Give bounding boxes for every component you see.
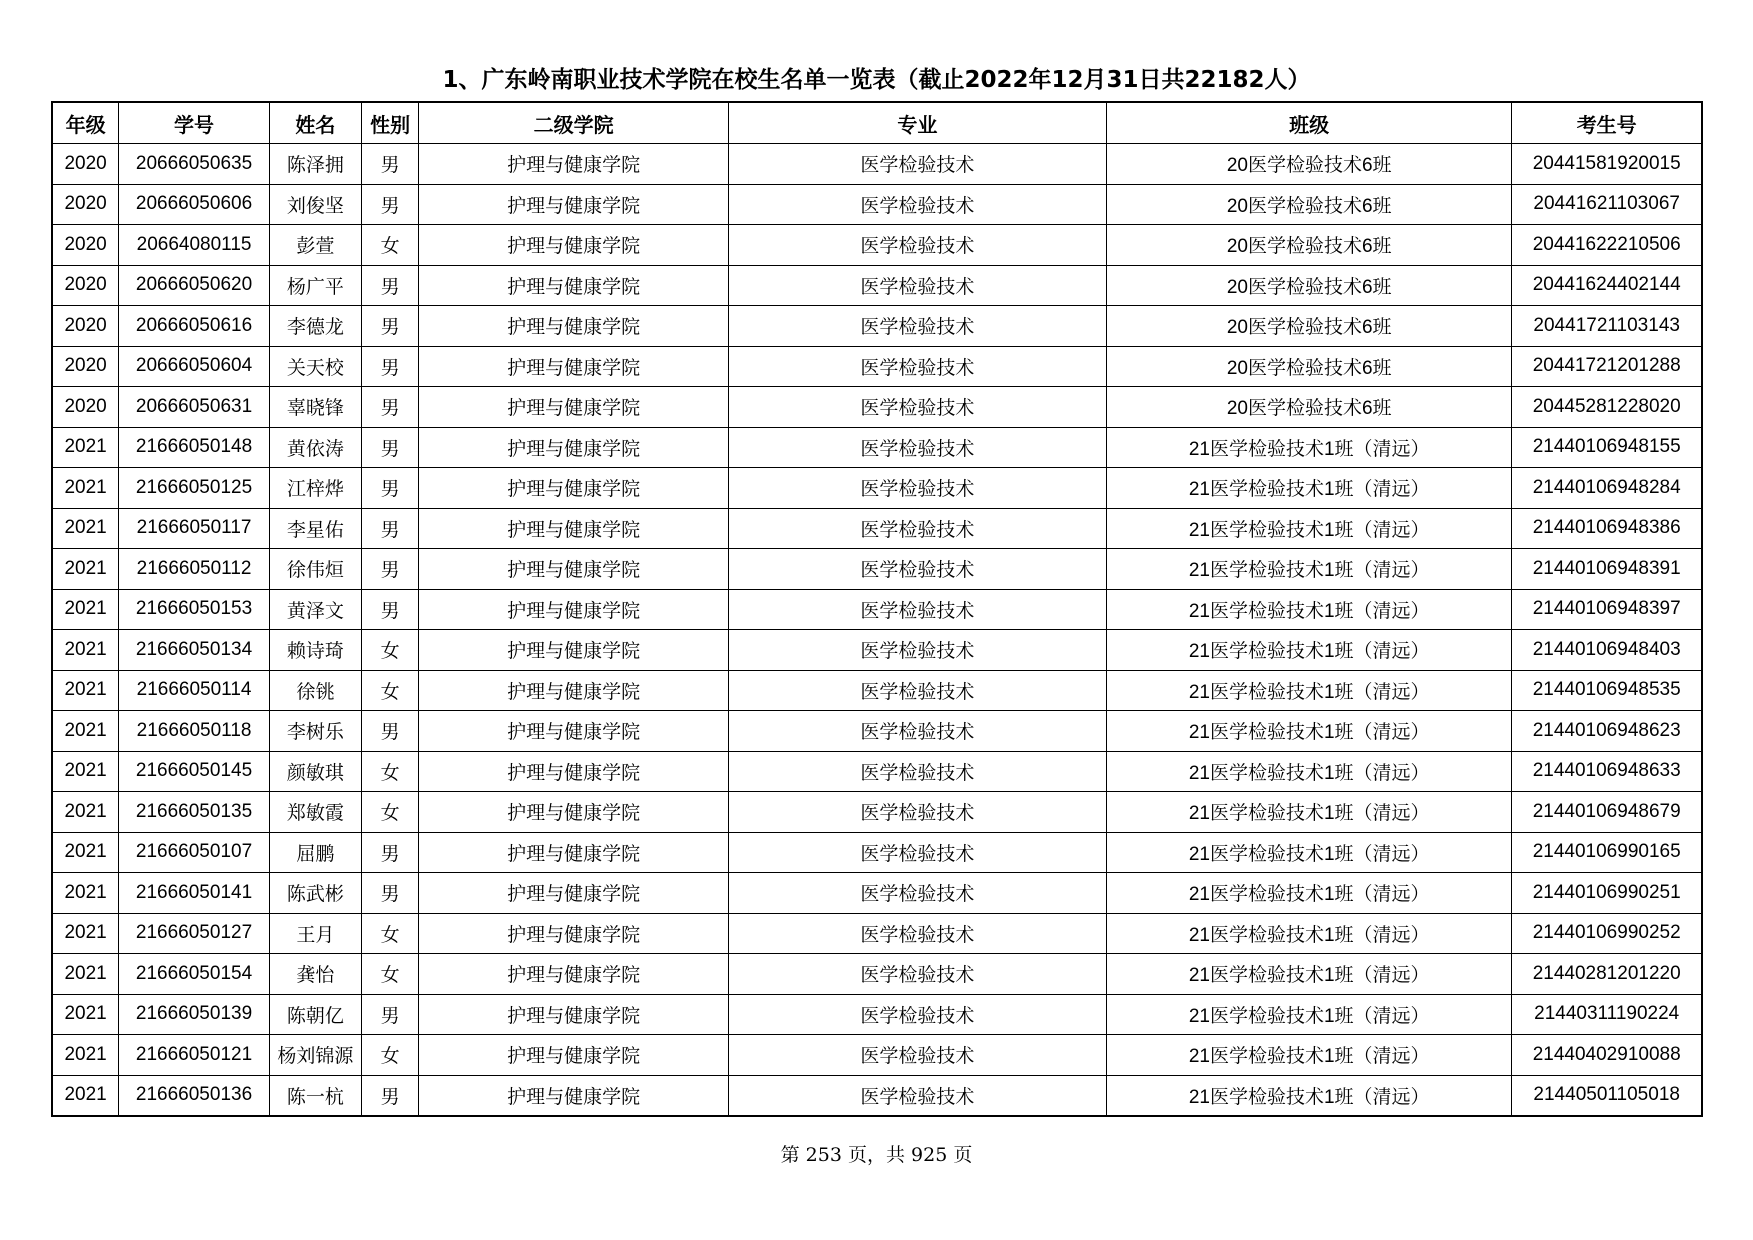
cell-name: 杨刘锦源	[269, 1035, 361, 1076]
cell-grade: 2021	[52, 549, 119, 590]
cell-exam-number: 21440106990252	[1512, 913, 1702, 954]
cell-student-id: 20666050604	[119, 346, 270, 387]
cell-class: 21医学检验技术1班（清远）	[1106, 873, 1511, 914]
cell-college: 护理与健康学院	[419, 954, 728, 995]
cell-major: 医学检验技术	[728, 265, 1106, 306]
page-footer: 第 253 页，共 925 页	[780, 1144, 973, 1166]
cell-major: 医学检验技术	[728, 751, 1106, 792]
cell-student-id: 21666050154	[119, 954, 270, 995]
cell-gender: 男	[361, 427, 419, 468]
cell-gender: 女	[361, 1035, 419, 1076]
cell-exam-number: 20445281228020	[1512, 387, 1702, 428]
cell-major: 医学检验技术	[728, 832, 1106, 873]
cell-major: 医学检验技术	[728, 306, 1106, 347]
cell-grade: 2020	[52, 184, 119, 225]
cell-class: 21医学检验技术1班（清远）	[1106, 913, 1511, 954]
cell-gender: 男	[361, 1075, 419, 1116]
cell-name: 颜敏琪	[269, 751, 361, 792]
cell-student-id: 21666050118	[119, 711, 270, 752]
cell-student-id: 21666050117	[119, 508, 270, 549]
cell-class: 20医学检验技术6班	[1106, 144, 1511, 185]
cell-college: 护理与健康学院	[419, 630, 728, 671]
cell-class: 20医学检验技术6班	[1106, 346, 1511, 387]
table-row	[52, 265, 1702, 306]
cell-college: 护理与健康学院	[419, 144, 728, 185]
cell-exam-number: 20441621103067	[1512, 184, 1702, 225]
cell-student-id: 21666050148	[119, 427, 270, 468]
table-row	[52, 630, 1702, 671]
cell-grade: 2021	[52, 954, 119, 995]
table-row	[52, 711, 1702, 752]
table-header-row	[52, 102, 1702, 144]
cell-name: 郑敏霞	[269, 792, 361, 833]
cell-major: 医学检验技术	[728, 387, 1106, 428]
cell-college: 护理与健康学院	[419, 225, 728, 266]
table-body	[52, 144, 1702, 1117]
cell-gender: 女	[361, 913, 419, 954]
cell-exam-number: 21440106948633	[1512, 751, 1702, 792]
cell-major: 医学检验技术	[728, 792, 1106, 833]
cell-gender: 男	[361, 832, 419, 873]
cell-grade: 2020	[52, 387, 119, 428]
cell-gender: 男	[361, 184, 419, 225]
cell-major: 医学检验技术	[728, 549, 1106, 590]
cell-college: 护理与健康学院	[419, 346, 728, 387]
cell-student-id: 20666050616	[119, 306, 270, 347]
cell-student-id: 21666050125	[119, 468, 270, 509]
cell-exam-number: 21440106948391	[1512, 549, 1702, 590]
table-row	[52, 913, 1702, 954]
cell-major: 医学检验技术	[728, 589, 1106, 630]
cell-exam-number: 21440281201220	[1512, 954, 1702, 995]
column-header-college: 二级学院	[419, 102, 728, 144]
cell-name: 辜晓锋	[269, 387, 361, 428]
cell-student-id: 21666050112	[119, 549, 270, 590]
cell-exam-number: 21440106990251	[1512, 873, 1702, 914]
table-row	[52, 1035, 1702, 1076]
cell-class: 21医学检验技术1班（清远）	[1106, 508, 1511, 549]
cell-major: 医学检验技术	[728, 184, 1106, 225]
table-row	[52, 427, 1702, 468]
cell-college: 护理与健康学院	[419, 589, 728, 630]
table-row	[52, 873, 1702, 914]
cell-exam-number: 21440106948284	[1512, 468, 1702, 509]
cell-major: 医学检验技术	[728, 427, 1106, 468]
cell-college: 护理与健康学院	[419, 994, 728, 1035]
cell-gender: 男	[361, 306, 419, 347]
cell-grade: 2021	[52, 427, 119, 468]
cell-college: 护理与健康学院	[419, 913, 728, 954]
cell-college: 护理与健康学院	[419, 751, 728, 792]
cell-grade: 2021	[52, 711, 119, 752]
cell-name: 李德龙	[269, 306, 361, 347]
cell-name: 陈一杭	[269, 1075, 361, 1116]
column-header-student-id: 学号	[119, 102, 270, 144]
column-header-gender: 性别	[361, 102, 419, 144]
cell-gender: 女	[361, 670, 419, 711]
column-header-class: 班级	[1106, 102, 1511, 144]
column-header-grade: 年级	[52, 102, 119, 144]
cell-name: 陈朝亿	[269, 994, 361, 1035]
cell-college: 护理与健康学院	[419, 468, 728, 509]
cell-college: 护理与健康学院	[419, 711, 728, 752]
cell-college: 护理与健康学院	[419, 792, 728, 833]
cell-college: 护理与健康学院	[419, 508, 728, 549]
table-row	[52, 751, 1702, 792]
cell-major: 医学检验技术	[728, 630, 1106, 671]
cell-grade: 2020	[52, 306, 119, 347]
cell-class: 21医学检验技术1班（清远）	[1106, 711, 1511, 752]
cell-student-id: 21666050107	[119, 832, 270, 873]
cell-college: 护理与健康学院	[419, 427, 728, 468]
cell-gender: 女	[361, 630, 419, 671]
cell-gender: 男	[361, 508, 419, 549]
table-row	[52, 589, 1702, 630]
cell-class: 21医学检验技术1班（清远）	[1106, 954, 1511, 995]
table-row	[52, 994, 1702, 1035]
cell-exam-number: 20441624402144	[1512, 265, 1702, 306]
cell-major: 医学检验技术	[728, 1075, 1106, 1116]
cell-exam-number: 21440106948155	[1512, 427, 1702, 468]
cell-gender: 男	[361, 711, 419, 752]
cell-name: 黄泽文	[269, 589, 361, 630]
cell-major: 医学检验技术	[728, 994, 1106, 1035]
cell-grade: 2020	[52, 265, 119, 306]
cell-major: 医学检验技术	[728, 346, 1106, 387]
cell-gender: 男	[361, 468, 419, 509]
cell-class: 21医学检验技术1班（清远）	[1106, 427, 1511, 468]
cell-college: 护理与健康学院	[419, 1035, 728, 1076]
cell-college: 护理与健康学院	[419, 1075, 728, 1116]
cell-gender: 男	[361, 265, 419, 306]
cell-name: 屈鹏	[269, 832, 361, 873]
cell-exam-number: 21440106948386	[1512, 508, 1702, 549]
cell-major: 医学检验技术	[728, 670, 1106, 711]
cell-grade: 2020	[52, 225, 119, 266]
cell-college: 护理与健康学院	[419, 184, 728, 225]
cell-major: 医学检验技术	[728, 508, 1106, 549]
table-row	[52, 387, 1702, 428]
cell-class: 21医学检验技术1班（清远）	[1106, 670, 1511, 711]
cell-grade: 2021	[52, 832, 119, 873]
cell-grade: 2021	[52, 1035, 119, 1076]
cell-exam-number: 21440106948623	[1512, 711, 1702, 752]
cell-gender: 男	[361, 873, 419, 914]
cell-name: 徐伟烜	[269, 549, 361, 590]
cell-name: 刘俊坚	[269, 184, 361, 225]
cell-major: 医学检验技术	[728, 144, 1106, 185]
cell-class: 21医学检验技术1班（清远）	[1106, 1035, 1511, 1076]
table-row	[52, 792, 1702, 833]
cell-class: 20医学检验技术6班	[1106, 184, 1511, 225]
cell-grade: 2021	[52, 508, 119, 549]
table-row	[52, 306, 1702, 347]
cell-exam-number: 21440501105018	[1512, 1075, 1702, 1116]
table-row	[52, 670, 1702, 711]
cell-name: 杨广平	[269, 265, 361, 306]
cell-grade: 2021	[52, 792, 119, 833]
cell-grade: 2020	[52, 144, 119, 185]
cell-name: 陈武彬	[269, 873, 361, 914]
cell-college: 护理与健康学院	[419, 549, 728, 590]
cell-student-id: 21666050145	[119, 751, 270, 792]
column-header-name: 姓名	[269, 102, 361, 144]
cell-grade: 2021	[52, 751, 119, 792]
cell-grade: 2020	[52, 346, 119, 387]
cell-major: 医学检验技术	[728, 225, 1106, 266]
cell-exam-number: 21440106990165	[1512, 832, 1702, 873]
cell-major: 医学检验技术	[728, 468, 1106, 509]
cell-college: 护理与健康学院	[419, 306, 728, 347]
student-roster-table	[51, 101, 1703, 1117]
cell-student-id: 21666050114	[119, 670, 270, 711]
table-row	[52, 346, 1702, 387]
cell-exam-number: 21440106948679	[1512, 792, 1702, 833]
page-title: 1、广东岭南职业技术学院在校生名单一览表（截止2022年12月31日共22182人）	[442, 67, 1311, 93]
cell-major: 医学检验技术	[728, 711, 1106, 752]
cell-name: 龚怡	[269, 954, 361, 995]
cell-student-id: 20666050620	[119, 265, 270, 306]
cell-grade: 2021	[52, 670, 119, 711]
table-row	[52, 549, 1702, 590]
cell-student-id: 20666050631	[119, 387, 270, 428]
cell-gender: 女	[361, 225, 419, 266]
cell-class: 21医学检验技术1班（清远）	[1106, 994, 1511, 1035]
cell-exam-number: 21440402910088	[1512, 1035, 1702, 1076]
cell-name: 王月	[269, 913, 361, 954]
cell-exam-number: 20441622210506	[1512, 225, 1702, 266]
cell-exam-number: 20441721103143	[1512, 306, 1702, 347]
cell-grade: 2021	[52, 468, 119, 509]
cell-student-id: 20664080115	[119, 225, 270, 266]
cell-gender: 男	[361, 387, 419, 428]
cell-class: 20医学检验技术6班	[1106, 306, 1511, 347]
cell-student-id: 21666050127	[119, 913, 270, 954]
cell-class: 21医学检验技术1班（清远）	[1106, 1075, 1511, 1116]
cell-name: 关天校	[269, 346, 361, 387]
cell-gender: 男	[361, 144, 419, 185]
cell-major: 医学检验技术	[728, 1035, 1106, 1076]
column-header-major: 专业	[728, 102, 1106, 144]
cell-gender: 男	[361, 346, 419, 387]
cell-class: 20医学检验技术6班	[1106, 225, 1511, 266]
cell-college: 护理与健康学院	[419, 832, 728, 873]
cell-college: 护理与健康学院	[419, 265, 728, 306]
cell-college: 护理与健康学院	[419, 670, 728, 711]
cell-class: 21医学检验技术1班（清远）	[1106, 832, 1511, 873]
cell-exam-number: 21440311190224	[1512, 994, 1702, 1035]
cell-grade: 2021	[52, 913, 119, 954]
table-row	[52, 144, 1702, 185]
cell-name: 黄依涛	[269, 427, 361, 468]
cell-major: 医学检验技术	[728, 954, 1106, 995]
cell-grade: 2021	[52, 630, 119, 671]
cell-student-id: 20666050635	[119, 144, 270, 185]
cell-class: 21医学检验技术1班（清远）	[1106, 549, 1511, 590]
cell-name: 李树乐	[269, 711, 361, 752]
cell-grade: 2021	[52, 589, 119, 630]
cell-class: 21医学检验技术1班（清远）	[1106, 751, 1511, 792]
table-row	[52, 954, 1702, 995]
cell-exam-number: 21440106948403	[1512, 630, 1702, 671]
cell-grade: 2021	[52, 994, 119, 1035]
cell-name: 陈泽拥	[269, 144, 361, 185]
cell-class: 21医学检验技术1班（清远）	[1106, 792, 1511, 833]
cell-gender: 男	[361, 994, 419, 1035]
cell-name: 李星佑	[269, 508, 361, 549]
cell-class: 21医学检验技术1班（清远）	[1106, 468, 1511, 509]
cell-gender: 女	[361, 792, 419, 833]
table-row	[52, 832, 1702, 873]
cell-gender: 男	[361, 549, 419, 590]
cell-exam-number: 21440106948397	[1512, 589, 1702, 630]
table-row	[52, 184, 1702, 225]
cell-student-id: 21666050141	[119, 873, 270, 914]
cell-gender: 女	[361, 751, 419, 792]
cell-exam-number: 20441721201288	[1512, 346, 1702, 387]
cell-student-id: 21666050153	[119, 589, 270, 630]
cell-exam-number: 20441581920015	[1512, 144, 1702, 185]
cell-class: 21医学检验技术1班（清远）	[1106, 589, 1511, 630]
cell-grade: 2021	[52, 873, 119, 914]
cell-college: 护理与健康学院	[419, 387, 728, 428]
cell-major: 医学检验技术	[728, 913, 1106, 954]
cell-name: 江梓烨	[269, 468, 361, 509]
table-row	[52, 225, 1702, 266]
table-row	[52, 468, 1702, 509]
cell-name: 彭萱	[269, 225, 361, 266]
cell-exam-number: 21440106948535	[1512, 670, 1702, 711]
cell-name: 赖诗琦	[269, 630, 361, 671]
cell-gender: 男	[361, 589, 419, 630]
cell-major: 医学检验技术	[728, 873, 1106, 914]
cell-student-id: 21666050139	[119, 994, 270, 1035]
table-row	[52, 1075, 1702, 1116]
cell-class: 21医学检验技术1班（清远）	[1106, 630, 1511, 671]
cell-student-id: 21666050121	[119, 1035, 270, 1076]
cell-class: 20医学检验技术6班	[1106, 265, 1511, 306]
cell-student-id: 21666050134	[119, 630, 270, 671]
cell-student-id: 20666050606	[119, 184, 270, 225]
cell-student-id: 21666050136	[119, 1075, 270, 1116]
table-row	[52, 508, 1702, 549]
cell-name: 徐铫	[269, 670, 361, 711]
column-header-exam-number: 考生号	[1512, 102, 1702, 144]
cell-class: 20医学检验技术6班	[1106, 387, 1511, 428]
cell-college: 护理与健康学院	[419, 873, 728, 914]
cell-gender: 女	[361, 954, 419, 995]
cell-grade: 2021	[52, 1075, 119, 1116]
cell-student-id: 21666050135	[119, 792, 270, 833]
